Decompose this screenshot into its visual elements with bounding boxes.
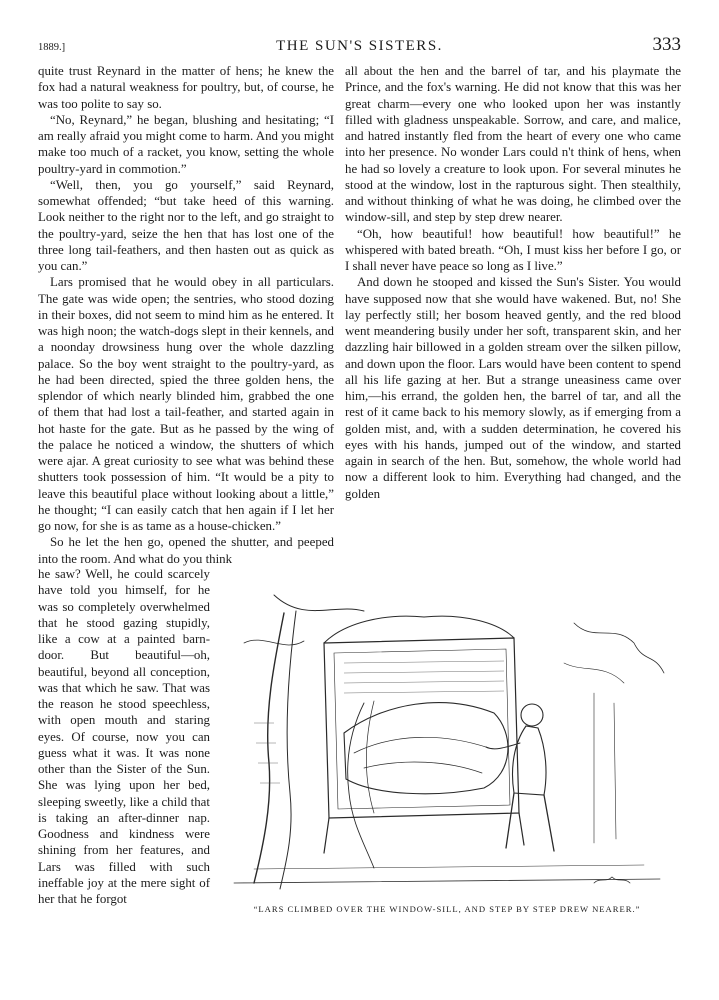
figure-lars-head bbox=[521, 704, 543, 726]
bedding bbox=[344, 703, 508, 794]
floor-line bbox=[234, 879, 660, 883]
artist-signature bbox=[594, 877, 630, 883]
paragraph: And down he stooped and kissed the Sun's Sister. You would have supposed now that she would have wakened. But, no! She lay perfectly still; her bosom heaved gently, and the red blood went meandering busily under her soft, transparent skin, and her dazzling hair billowed in a golden stream over the silken pillow, and down upon the floor. Lars would have been content to spend all his life gazing at her. But a strange uneasiness came over him,—his errand, the golden hen, the barrel of tar, and all the rest of it came back to his memory slowly, as if emerging from a golden mist, and, with a sudden determination, he covered his eyes with his hands, jumped out of the window, and started again in search of the hen. But, somehow, the whole world had now a different look to him. Everything had changed, and the golden bbox=[345, 275, 681, 501]
paragraph: quite trust Reynard in the matter of hens; he knew the fox had a natural weakness for poultry, but, of course, he was too polite to say so. bbox=[38, 64, 334, 111]
paragraph: “Oh, how beautiful! how beautiful! how beautiful!” he whispered with bated breath. “Oh, I must kiss her before I go, or I shall never have peace so long as I live.” bbox=[345, 226, 681, 273]
paragraph: So he let the hen go, opened the shutter, and peeped into the room. And what do you think bbox=[38, 535, 334, 566]
right-column bbox=[345, 63, 681, 502]
paragraph: he saw? Well, he could scarcely have told you himself, for he was so completely overwhelmed that he stood gazing stupidly, like a cow at a painted barn-door. But beautiful—oh, beautiful, beyond all conception, was that which he saw. That was the reason he stood speechless, with open mouth and staring eyes. Of course, now you can guess what it was. It was none other than the Sister of the Sun. She was lying upon her bed, sleeping sweetly, like a child that is taking an after-dinner nap. Goodness and kindness were shining from her features, and Lars was filled with such ineffable joy at the mere sight of her that he forgot bbox=[38, 567, 210, 906]
left-column-top bbox=[38, 63, 334, 567]
running-head bbox=[38, 34, 681, 58]
illustration-lars-at-bedside bbox=[214, 583, 680, 899]
drapery-left bbox=[254, 613, 284, 883]
paragraph: all about the hen and the barrel of tar, and his playmate the Prince, and the fox's warning. He did not know that this was her great charm—every one who looked upon her was instantly filled with gladness unspeakable. Sorrow, and care, and malice, and hatred instantly fled from the heart of every one who came into her presence. No wonder Lars could n't think of hens, when he had so lovely a creature to look upon. For several minutes he stood at the window, lost in the rapturous sight. Then stealthily, and without thinking of what he was doing, he climbed over the window-sill, and step by step drew nearer. bbox=[345, 64, 681, 225]
paragraph: “No, Reynard,” he began, blushing and hesitating; “I am really afraid you might come to harm. And you might make too much of a racket, you know, setting the whole poultry-yard in commotion.” bbox=[38, 112, 334, 176]
paragraph: Lars promised that he would obey in all particulars. The gate was wide open; the sentries, who stood dozing in their boxes, did not seem to mind him as he entered. It was high noon; the watch-dogs slept in their kennels, and a noonday drowsiness hung over the whole dazzling palace. So the boy went straight to the poultry-yard, as he had been directed, spied the three golden hens, the splendor of which nearly blinded him, grabbed the one of them that had lost a tail-feather, and started again in hot haste for the gate. But as he passed by the wing of the palace he noticed a window, the shutters of which were ajar. A great curiosity to see what was behind these shutters took possession of him. “It would be a pity to leave this beautiful place without looking about a little,” he thought; “I can easily catch that hen again if I let her go now, for she is as tame as a house-chicken.” bbox=[38, 275, 334, 533]
paragraph: “Well, then, you go yourself,” said Reynard, somewhat offended; “but take heed of this warning. Look neither to the right nor to the left, and go straight to the poultry-yard, seize the hen that has lost one of the three long tail-feathers, and then hasten out as quick as you can.” bbox=[38, 177, 334, 273]
engraving-drawing bbox=[214, 583, 680, 899]
issue-year: 1889.] bbox=[38, 42, 66, 53]
left-column-narrow bbox=[38, 566, 210, 907]
bed-frame bbox=[324, 638, 519, 818]
running-title: THE SUN'S SISTERS. bbox=[276, 38, 443, 54]
page-number: 333 bbox=[652, 34, 681, 55]
illustration-caption: “LARS CLIMBED OVER THE WINDOW-SILL, AND STEP BY STEP DREW NEARER.” bbox=[253, 904, 641, 914]
